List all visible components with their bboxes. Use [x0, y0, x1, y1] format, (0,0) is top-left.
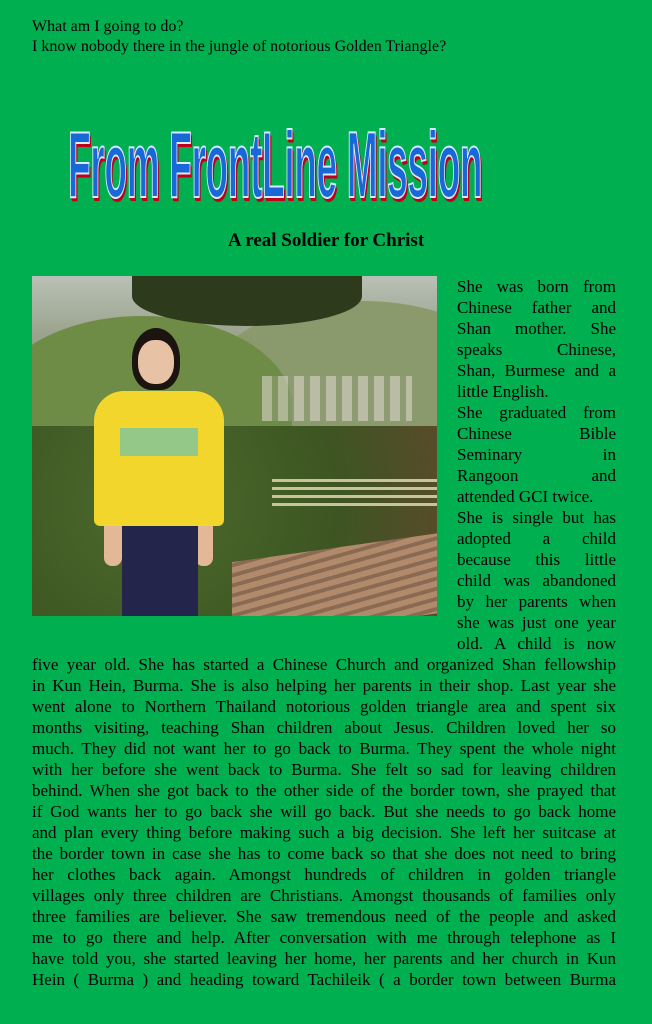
side-column-line: by her parents when: [457, 592, 616, 611]
intro-line: What am I going to do?: [32, 18, 184, 35]
body-line: Hein ( Burma ) and heading toward Tachileik ( a border town between Burma: [32, 970, 616, 989]
body-line: five year old. She has started a Chinese Church and organized Shan fellowship: [32, 655, 616, 674]
intro-line: I know nobody there in the jungle of notorious Golden Triangle?: [32, 38, 447, 55]
body-line: have told you, she started leaving her home, her parents and her church in Kun: [32, 949, 616, 968]
side-column-line: Shan, Burmese and a: [457, 361, 616, 380]
body-line: and plan every thing before making such a big decision. She left her suitcase at: [32, 823, 616, 842]
side-column-line: Rangoon and: [457, 466, 616, 485]
side-column-line: old. A child is now: [457, 634, 616, 653]
missionary-photo: [32, 276, 437, 616]
side-column-line: Shan mother. She: [457, 319, 616, 338]
body-line: three families are believer. She saw tremendous need of the people and asked: [32, 907, 616, 926]
body-line: villages only three children are Christians. Amongst thousands of families only: [32, 886, 616, 905]
subtitle: A real Soldier for Christ: [227, 230, 425, 251]
side-column-line: Chinese Bible: [457, 424, 616, 443]
side-column-line: child was abandoned: [457, 571, 616, 590]
body-line: if God wants her to go back she will go back. But she needs to go back home: [32, 802, 616, 821]
side-column-line: adopted a child: [457, 529, 616, 548]
side-column-line: little English.: [457, 382, 549, 401]
side-column-line: Seminary in: [457, 445, 616, 464]
body-line: behind. When she got back to the other side of the border town, she prayed that: [32, 781, 616, 800]
side-column-line: because this little: [457, 550, 616, 569]
body-line: went alone to Northern Thailand notorious golden triangle area and spent six: [32, 697, 616, 716]
side-column-text: [457, 276, 616, 654]
side-column-line: speaks Chinese,: [457, 340, 616, 359]
body-line: with her before she went back to Burma. She felt so sad for leaving children: [32, 760, 616, 779]
body-line: months visiting, teaching Shan children about Jesus. Children loved her so: [32, 718, 616, 737]
banner-text: From FrontLine Mission: [68, 112, 483, 217]
body-text: [32, 654, 616, 990]
side-column-line: she was just one year: [457, 613, 616, 632]
body-line: much. They did not want her to go back to Burma. They spent the whole night: [32, 739, 616, 758]
side-column-line: She was born from: [457, 277, 616, 296]
body-line: the border town in case she has to come back so that she does not need to bring: [32, 844, 616, 863]
side-column-line: She is single but has: [457, 508, 616, 527]
banner-heading: [68, 112, 558, 217]
side-column-line: She graduated from: [457, 403, 616, 422]
side-column-line: attended GCI twice.: [457, 487, 594, 506]
body-line: in Kun Hein, Burma. She is also helping her parents in their shop. Last year she: [32, 676, 616, 695]
intro-text: [32, 17, 446, 57]
body-line: her clothes back again. Amongst hundreds of children in golden triangle: [32, 865, 616, 884]
side-column-line: Chinese father and: [457, 298, 616, 317]
body-line: me to go there and help. After conversation with me through telephone as I: [32, 928, 616, 947]
